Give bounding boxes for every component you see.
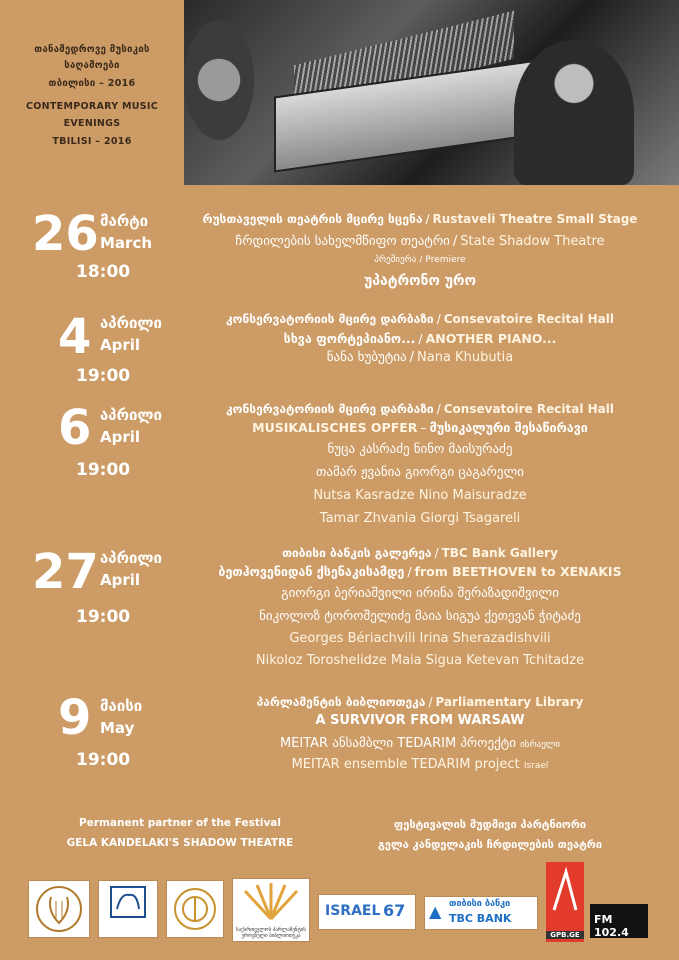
partner-ka-line2: გელა კანდელაკის ჩრდილების თეატრი	[377, 838, 603, 851]
venue-en: TBC Bank Gallery	[441, 546, 558, 560]
event-time: 19:00	[76, 750, 131, 770]
venue-en: Parliamentary Library	[435, 695, 584, 709]
fm-label: FM 102.4	[594, 913, 629, 939]
venue-en: Consevatoire Recital Hall	[443, 312, 614, 326]
premiere-en: Premiere	[425, 255, 466, 265]
header-line2-ka: საღამოები	[64, 60, 120, 71]
event-month-ka: აპრილი	[100, 314, 162, 332]
perf-country-en: Israel	[523, 761, 549, 771]
event-time: 19:00	[76, 607, 131, 627]
premiere-ka: პრემიერა	[374, 255, 417, 265]
israel-label: ISRAEL	[325, 903, 381, 919]
performers-ka-2: ნიკოლოზ ტოროშელიძე მაია სიგუა ქეთევან ჭიტაძე	[259, 609, 581, 624]
performers-en-2: Tamar Zhvania Giorgi Tsagareli	[319, 511, 521, 526]
venue-ka: პარლამენტის ბიბლიოთეკა	[256, 695, 426, 709]
event-organizer: ჩრდილების სახელმწიფო თეატრი / State Shadow Theatre	[235, 234, 605, 249]
tbc-icon: ▲	[429, 902, 442, 921]
title-ka: სხვა ფორტეპიანო...	[283, 331, 416, 346]
event-venue: კონსერვატორიის მცირე დარბაზი / Consevatoire Recital Hall	[226, 312, 614, 326]
venue-ka: კონსერვატორიის მცირე დარბაზი	[226, 402, 434, 416]
emblem-logo[interactable]	[166, 880, 224, 938]
event-month-en: March	[100, 234, 153, 252]
performer-en: Nana Khubutia	[417, 350, 514, 365]
event-month-ka: მაისი	[100, 697, 143, 715]
tbc-label-en: TBC BANK	[449, 912, 512, 925]
event-day: 6	[58, 400, 92, 456]
gpb-logo[interactable]	[546, 862, 584, 942]
performers-ka-2: თამარ ჟვანია გიორგი ცაგარელი	[315, 465, 525, 480]
event-month-ka: აპრილი	[100, 406, 162, 424]
perf-en: MEITAR ensemble TEDARIM project	[291, 757, 520, 772]
header-photo	[184, 0, 679, 185]
event-month-en: May	[100, 719, 135, 737]
event-time: 18:00	[76, 262, 131, 282]
title-ka: მუსიკალური შესაწირავი	[429, 420, 588, 435]
tbc-label-ka: თიბისი ბანკი	[449, 899, 511, 909]
organizer-en: State Shadow Theatre	[460, 234, 605, 249]
event-month-en: April	[100, 571, 141, 589]
event-month-en: April	[100, 428, 141, 446]
festival-header	[0, 0, 184, 185]
performers-ka-1: ნუცა კასრაძე ნინო მაისურაძე	[327, 442, 513, 457]
event-venue: პარლამენტის ბიბლიოთეკა / Parliamentary Library	[256, 695, 584, 709]
event-title: ბეთჰოვენიდან ქსენაკისამდე / from BEETHOVEN to XENAKIS	[218, 564, 622, 579]
performers-en-2: Nikoloz Toroshelidze Maia Sigua Ketevan Tchitadze	[255, 653, 585, 668]
sunburst-icon	[233, 879, 309, 923]
venue-ka: რუსთაველის თეატრის მცირე სცენა	[202, 212, 423, 226]
venue-en: Consevatoire Recital Hall	[443, 402, 614, 416]
library-logo[interactable]	[98, 880, 158, 938]
event-venue: რუსთაველის თეატრის მცირე სცენა / Rustaveli Theatre Small Stage	[202, 212, 638, 226]
event-time: 19:00	[76, 460, 131, 480]
header-line3-ka: თბილისი – 2016	[48, 78, 136, 89]
title-en: MUSIKALISCHES OPFER	[252, 420, 418, 435]
event-title: სხვა ფორტეპიანო... / ANOTHER PIANO...	[283, 331, 557, 346]
event-title: უპატრონო ურო	[364, 273, 476, 289]
performers-ka-1: გიორგი ბერიაშვილი ირინა შერაზადიშვილი	[281, 586, 559, 601]
performers-en	[200, 757, 640, 772]
event-title: A SURVIVOR FROM WARSAW	[315, 713, 525, 728]
event-day: 27	[32, 544, 99, 600]
performers-en-1: Georges Bériachvili Irina Sherazadishvili	[289, 631, 551, 646]
national-library-logo[interactable]	[232, 878, 310, 942]
perf-country-ka: ისრაელი	[520, 740, 561, 750]
israel-number: 67	[383, 901, 406, 920]
partner-en-line2: GELA KANDELAKI'S SHADOW THEATRE	[66, 837, 294, 849]
lion-icon	[99, 881, 157, 925]
title-en: ANOTHER PIANO...	[425, 331, 557, 346]
header-line1-en: CONTEMPORARY MUSIC	[25, 101, 159, 112]
israel-67-logo[interactable]	[318, 894, 416, 930]
conservatoire-logo[interactable]	[28, 880, 90, 938]
lyre-icon	[29, 881, 89, 937]
perf-part: TEDARIM	[397, 736, 457, 751]
event-month-en: April	[100, 336, 141, 354]
fm-radio-logo[interactable]	[590, 904, 648, 938]
national-library-label: საქართველოს პარლამენტის ეროვნული ბიბლიოთეკა	[236, 927, 306, 939]
event-day: 26	[32, 206, 99, 262]
event-premiere: პრემიერა / Premiere	[374, 255, 466, 265]
gpb-icon	[546, 862, 584, 922]
venue-en: Rustaveli Theatre Small Stage	[432, 212, 638, 226]
header-line2-en: EVENINGS	[63, 118, 121, 129]
partner-en-line1: Permanent partner of the Festival	[79, 817, 281, 829]
emblem-icon	[167, 881, 223, 937]
header-line3-en: TBILISI – 2016	[52, 136, 132, 147]
performers-en-1: Nutsa Kasradze Nino Maisuradze	[313, 488, 527, 503]
event-venue: კონსერვატორიის მცირე დარბაზი / Consevatoire Recital Hall	[226, 402, 614, 416]
title-en: from BEETHOVEN to XENAKIS	[414, 564, 622, 579]
performer-ka: ნანა ხუბუტია	[326, 350, 407, 365]
venue-ka: კონსერვატორიის მცირე დარბაზი	[226, 312, 434, 326]
gpb-label: GPB.GE	[546, 931, 584, 939]
event-day: 9	[58, 690, 92, 746]
performers-ka	[200, 736, 640, 751]
perf-part: MEITAR	[279, 736, 329, 751]
event-month-ka: აპრილი	[100, 549, 162, 567]
partner-ka-line1: ფესტივალის მუდმივი პარტნიორი	[393, 818, 587, 831]
perf-part: ანსამბლი	[332, 736, 394, 751]
event-month-ka: მარტი	[100, 212, 149, 230]
header-line1-ka: თანამედროვე მუსიკის	[34, 44, 150, 55]
event-time: 19:00	[76, 366, 131, 386]
organizer-ka: ჩრდილების სახელმწიფო თეატრი	[235, 234, 450, 249]
event-day: 4	[58, 309, 92, 365]
event-performer: ნანა ხუბუტია / Nana Khubutia	[326, 350, 514, 365]
tbc-bank-logo[interactable]	[424, 896, 538, 930]
venue-ka: თიბისი ბანკის გალერეა	[282, 546, 432, 560]
title-ka: ბეთჰოვენიდან ქსენაკისამდე	[218, 564, 405, 579]
perf-part: პროექტი	[460, 736, 516, 751]
event-title: MUSIKALISCHES OPFER – მუსიკალური შესაწირავი	[252, 420, 588, 435]
event-venue: თიბისი ბანკის გალერეა / TBC Bank Gallery	[282, 546, 558, 560]
